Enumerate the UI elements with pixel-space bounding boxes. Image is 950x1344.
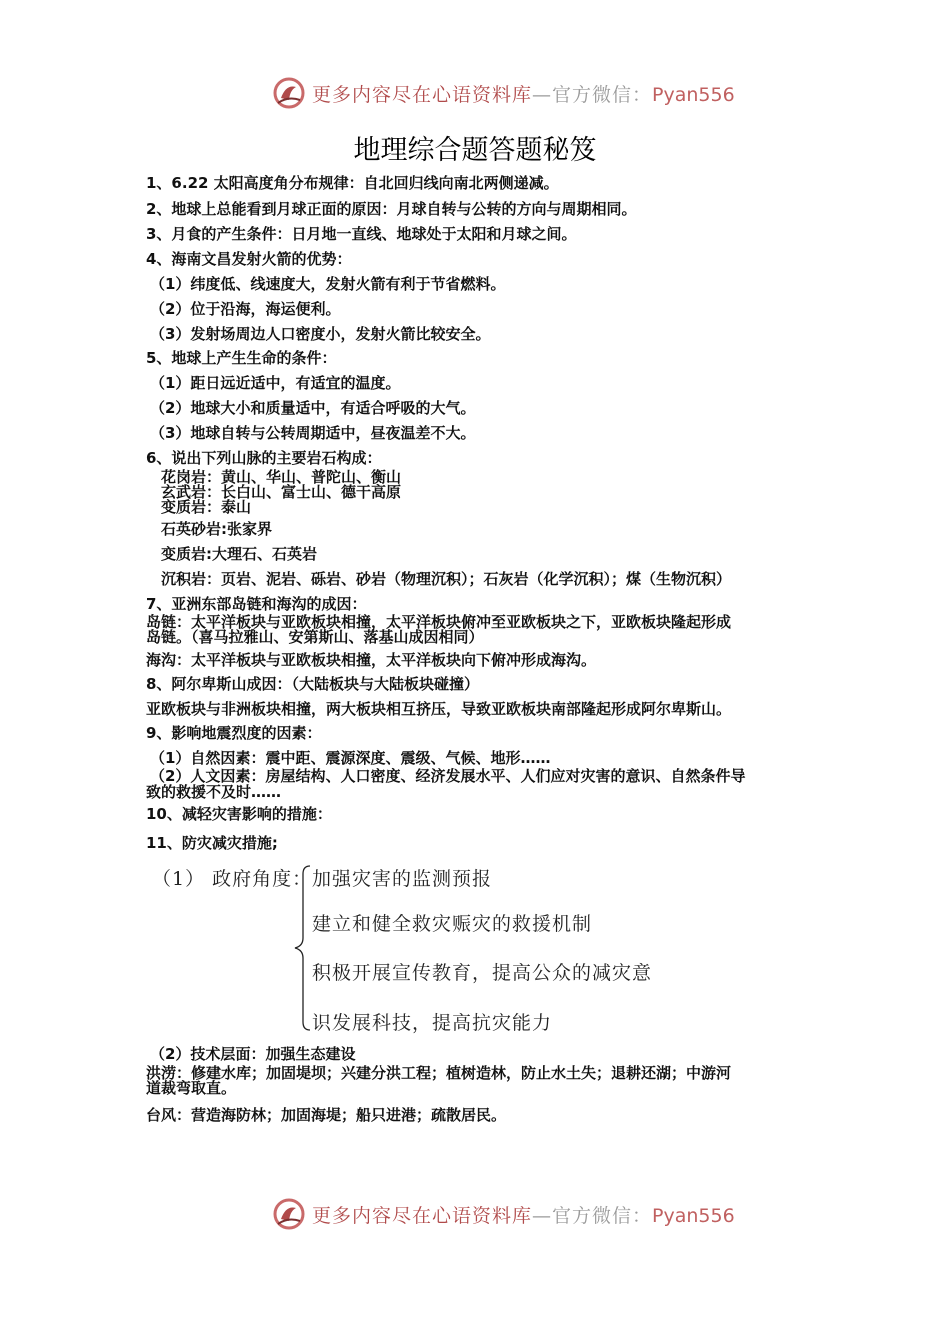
banner-wechat-label: 官方微信： — [552, 1204, 653, 1227]
item-2: 2、地球上总能看到月球正面的原因：月球自转与公转的方向与周期相同。 — [146, 200, 637, 218]
banner-wechat-id: Pyan556 — [652, 1204, 735, 1227]
item-11: 11、防灾减灾措施; — [146, 834, 278, 852]
item-6-metamorphic: 变质岩：泰山 — [161, 498, 252, 516]
item-6-marble: 变质岩:大理石、石英岩 — [161, 545, 317, 563]
item-6-granite: 花岗岩：黄山、华山、普陀山、衡山 — [161, 468, 402, 486]
brand-logo-icon — [272, 1197, 306, 1231]
item-9: 9、影响地震烈度的因素： — [146, 724, 322, 742]
item-12-flood-cont: 道裁弯取直。 — [146, 1079, 237, 1097]
footer-banner — [272, 1194, 772, 1234]
item-6-quartz: 石英砂岩:张家界 — [161, 520, 272, 538]
item-7-island-chain-cont: 岛链。（喜马拉雅山、安第斯山、落基山成因相同） — [146, 628, 484, 646]
item-6: 6、说出下列山脉的主要岩石构成： — [146, 449, 382, 467]
item-8-detail: 亚欧板块与非洲板块相撞，两大板块相互挤压，导致亚欧板块南部隆起形成阿尔卑斯山。 — [146, 700, 732, 718]
banner-sep: — — [532, 83, 553, 106]
banner-wechat-id: Pyan556 — [652, 83, 735, 106]
banner-wechat-label: 官方微信： — [552, 83, 653, 106]
banner-brand: 更多内容尽在心语资料库 — [312, 1204, 533, 1227]
item-4-3: （3）发射场周边人口密度小，发射火箭比较安全。 — [150, 325, 491, 343]
item-6-sedimentary: 沉积岩：页岩、泥岩、砾岩、砂岩（物理沉积）；石灰岩（化学沉积）；煤（生物沉积） — [161, 570, 732, 588]
item-5-1: （1）距日远近适中，有适宜的温度。 — [150, 374, 401, 392]
item-12-flood: 洪涝：修建水库；加固堤坝；兴建分洪工程；植树造林，防止水土失；退耕还湖；中游河 — [146, 1064, 732, 1082]
item-4-1: （1）纬度低、线速度大，发射火箭有利于节省燃料。 — [150, 275, 506, 293]
item-5: 5、地球上产生生命的条件： — [146, 349, 337, 367]
item-8: 8、阿尔卑斯山成因：（大陆板块与大陆板块碰撞） — [146, 675, 479, 693]
brand-logo-icon — [272, 76, 306, 110]
item-9-human: （2）人文因素：房屋结构、人口密度、经济发展水平、人们应对灾害的意识、自然条件导 — [150, 767, 746, 785]
measure-1: 加强灾害的监测预报 — [312, 868, 493, 890]
item-7-island-chain: 岛链：太平洋板块与亚欧板块相撞，太平洋板块俯冲至亚欧板块之下，亚欧板块隆起形成 — [146, 613, 732, 631]
item-5-2: （2）地球大小和质量适中，有适合呼吸的大气。 — [150, 399, 476, 417]
item-4: 4、海南文昌发射火箭的优势： — [146, 250, 352, 268]
item-4-2: （2）位于沿海，海运便利。 — [150, 300, 341, 318]
item-6-basalt: 玄武岩：长白山、富士山、德干高原 — [161, 483, 402, 501]
brace-icon — [292, 862, 312, 1034]
item-3: 3、月食的产生条件：日月地一直线、地球处于太阳和月球之间。 — [146, 225, 577, 243]
item-7: 7、亚洲东部岛链和海沟的成因： — [146, 595, 367, 613]
measure-4: 识发展科技，提高抗灾能力 — [312, 1012, 553, 1034]
banner-brand: 更多内容尽在心语资料库 — [312, 83, 533, 106]
banner-sep: — — [532, 1204, 553, 1227]
measures-label: （1） 政府角度： — [152, 868, 313, 890]
item-9-human-cont: 致的救援不及时…… — [146, 783, 282, 801]
measure-3: 积极开展宣传教育，提高公众的减灾意 — [312, 962, 653, 984]
item-1: 1、6.22 太阳高度角分布规律：自北回归线向南北两侧递减。 — [146, 174, 559, 192]
banner-text — [312, 80, 735, 107]
item-12: （2）技术层面：加强生态建设 — [150, 1045, 356, 1063]
header-banner — [272, 73, 772, 113]
banner-text — [312, 1201, 735, 1228]
item-7-trench: 海沟：太平洋板块与亚欧板块相撞，太平洋板块向下俯冲形成海沟。 — [146, 651, 597, 669]
item-5-3: （3）地球自转与公转周期适中，昼夜温差不大。 — [150, 424, 476, 442]
item-13-typhoon: 台风：营造海防林；加固海堤；船只进港；疏散居民。 — [146, 1106, 507, 1124]
item-10: 10、减轻灾害影响的措施： — [146, 805, 332, 823]
page-title: 地理综合题答题秘笈 — [353, 135, 597, 166]
measure-2: 建立和健全救灾赈灾的救援机制 — [312, 913, 593, 935]
item-9-natural: （1）自然因素：震中距、震源深度、震级、气候、地形…… — [150, 749, 551, 767]
